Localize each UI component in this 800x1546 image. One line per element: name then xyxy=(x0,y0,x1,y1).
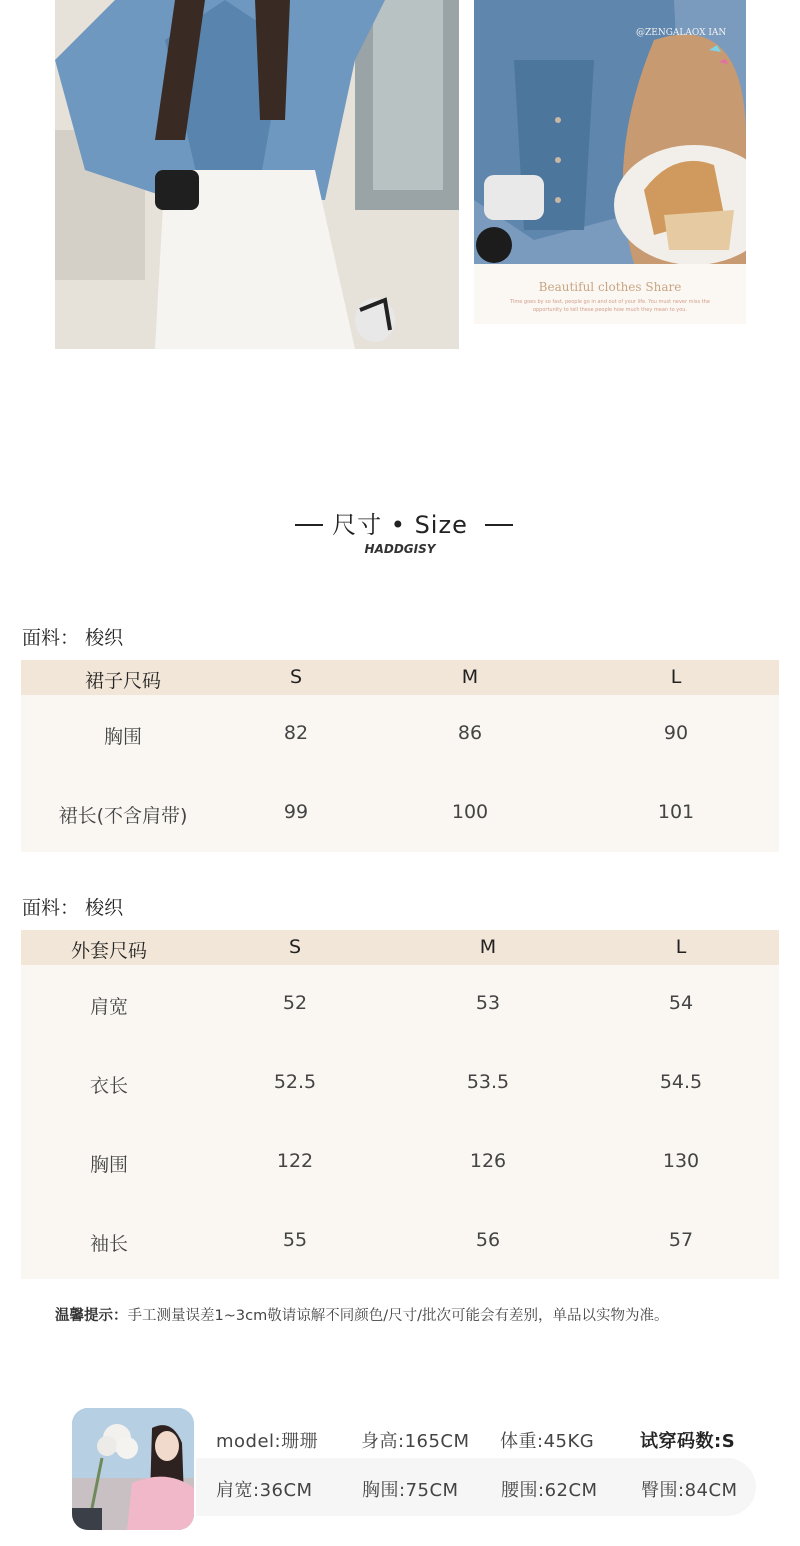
jacket-fabric-label: 面料： xyxy=(22,897,80,919)
table-cell: 55 xyxy=(282,1229,308,1251)
table-cell: 衣长 xyxy=(89,1075,129,1097)
table-cell: 肩宽 xyxy=(89,996,129,1018)
header-cell: 裙子尺码 xyxy=(84,670,162,692)
table-cell: 53.5 xyxy=(466,1071,510,1093)
table-cell: 54.5 xyxy=(659,1071,703,1093)
skirt-size-table xyxy=(21,660,779,852)
table-cell: 胸围 xyxy=(103,726,143,748)
table-header xyxy=(21,930,779,965)
table-cell: 86 xyxy=(457,722,483,744)
table-cell: 122 xyxy=(276,1150,314,1172)
table-cell: 99 xyxy=(283,801,309,823)
table-cell: 胸围 xyxy=(89,1154,129,1176)
model-shoulder: 肩宽:36CM xyxy=(216,1480,313,1501)
table-cell: 82 xyxy=(283,722,309,744)
model-height: 身高:165CM xyxy=(361,1431,470,1452)
table-cell: 101 xyxy=(657,801,695,823)
size-section-title: 尺寸 • Size xyxy=(332,511,468,539)
header-cell: L xyxy=(670,666,682,688)
model-name: model:珊珊 xyxy=(216,1431,319,1452)
header-cell: M xyxy=(479,936,497,958)
heading-dash-right xyxy=(485,524,513,526)
jacket-fabric-value: 梭织 xyxy=(85,897,124,919)
product-photo-detail xyxy=(474,0,746,264)
jacket-fabric-line xyxy=(22,893,123,920)
table-cell: 袖长 xyxy=(89,1233,129,1255)
size-section-subtitle: HADDGISY xyxy=(364,542,436,556)
table-cell: 53 xyxy=(475,992,501,1014)
model-avatar xyxy=(72,1408,194,1530)
photo-caption-area xyxy=(474,264,746,324)
header-cell: S xyxy=(288,936,302,958)
skirt-fabric-label: 面料： xyxy=(22,627,80,649)
table-cell: 57 xyxy=(668,1229,694,1251)
model-waist: 腰围:62CM xyxy=(501,1480,598,1501)
notice-text: 手工测量误差1~3cm敬请谅解不同颜色/尺寸/批次可能会有差别，单品以实物为准。 xyxy=(127,1308,669,1324)
photo-caption-title: Beautiful clothes Share xyxy=(538,280,682,294)
notice-label: 温馨提示： xyxy=(55,1308,128,1324)
table-body xyxy=(21,965,779,1279)
table-cell: 90 xyxy=(663,722,689,744)
header-cell: 外套尺码 xyxy=(70,940,148,962)
table-cell: 56 xyxy=(475,1229,501,1251)
header-cell: M xyxy=(461,666,479,688)
table-cell: 54 xyxy=(668,992,694,1014)
product-photo-model xyxy=(55,0,459,349)
model-size: 试穿码数:S xyxy=(640,1431,736,1452)
table-cell: 130 xyxy=(662,1150,700,1172)
table-body xyxy=(21,695,779,852)
table-cell: 100 xyxy=(451,801,489,823)
table-cell: 126 xyxy=(469,1150,507,1172)
model-bust: 胸围:75CM xyxy=(362,1480,459,1501)
photo-watermark: @ZENGALAOX IAN xyxy=(636,28,727,38)
model-weight: 体重:45KG xyxy=(500,1431,595,1452)
care-notice xyxy=(55,1304,668,1325)
table-cell: 52 xyxy=(282,992,308,1014)
skirt-fabric-line xyxy=(22,623,123,650)
photo-caption-subtitle: Time goes by so fast, people go in and out of your life. You must never miss the opportunity to tell these people how much they mean to you. xyxy=(510,299,710,313)
header-cell: S xyxy=(289,666,303,688)
table-cell: 裙长(不含肩带) xyxy=(58,805,188,827)
jacket-size-table xyxy=(21,930,779,1279)
model-hip: 臀围:84CM xyxy=(641,1480,738,1501)
table-header xyxy=(21,660,779,695)
header-cell: L xyxy=(675,936,687,958)
skirt-fabric-value: 梭织 xyxy=(85,627,124,649)
table-cell: 52.5 xyxy=(273,1071,317,1093)
